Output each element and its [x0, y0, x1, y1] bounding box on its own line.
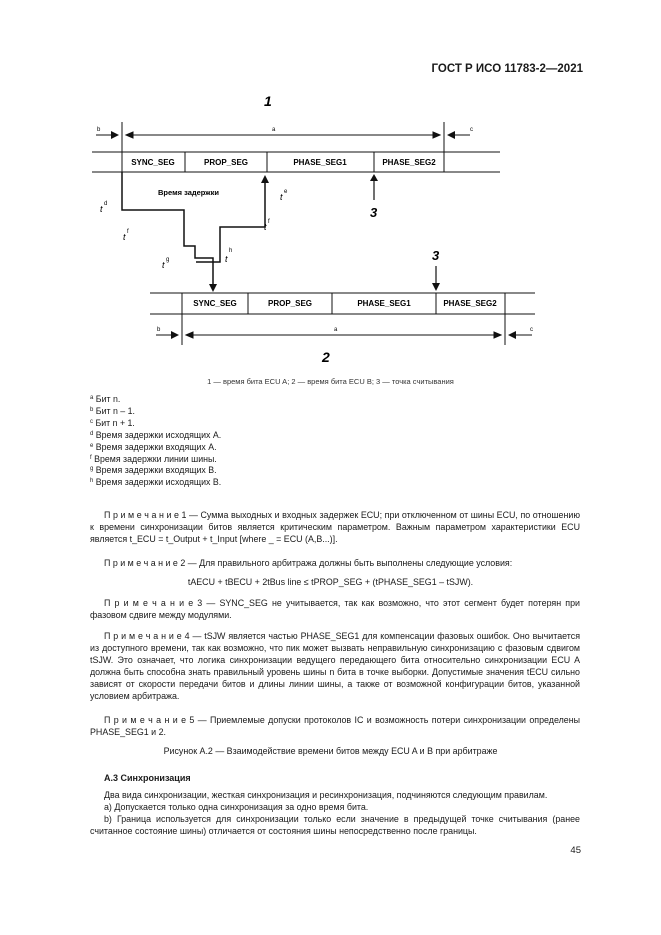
mark-b-top: b [97, 127, 101, 133]
t-g: t [162, 260, 165, 270]
mark-f2: f [268, 219, 270, 225]
note-4: П р и м е ч а н и е 4 — tSJW является частью PHASE_SEG1 для компенсации фазовых ошибок. Оно вычитается из доступного времени, так как возможно, что пик может вызвать неправильную синхронизацию с фазовым сдвигом tSJW. Это означает, что логика синхронизации ведущего передающего бита относительно синхронизации ECU A должна быть способна знать правильный уровень шины n бита в точке выборки. Допустимые значения tECU сильно зависят от скорости передачи битов и длины линии шины, а также от возможной конфигурации битов, указанной условием арбитража. [90, 631, 580, 701]
mark-c-bottom: c [530, 327, 533, 333]
mark-b-bottom: b [157, 327, 161, 333]
top-seg-sync: SYNC_SEG [131, 158, 175, 167]
mark-a-bottom: a [334, 327, 338, 333]
label-1: 1 [264, 93, 272, 109]
standard-header: ГОСТ Р ИСО 11783-2—2021 [431, 63, 583, 75]
mark-e: e [284, 189, 288, 195]
figure-caption: Рисунок А.2 — Взаимодействие времени битов между ECU A и B при арбитраже [163, 746, 498, 756]
mark-g: g [166, 257, 170, 263]
top-seg-prop: PROP_SEG [203, 158, 249, 167]
note-2: П р и м е ч а н и е 2 — Для правильного арбитража должны быть выполнены следующие условия: [104, 558, 513, 568]
footnote: $^f$ Время задержки линии шины. [90, 453, 217, 464]
label-3-bottom: 3 [432, 248, 440, 263]
mark-a-top: a [272, 127, 276, 133]
section-paragraph: Два вида синхронизации, жесткая синхронизация и ресинхронизация, подчиняются следующим правилам. [104, 790, 548, 800]
footnotes-list [90, 394, 221, 489]
arrow-down-sync [209, 284, 217, 292]
arrow-up-sample [370, 174, 378, 181]
rule-a: a) Допускается только одна синхронизация за одно время бита. [104, 802, 369, 812]
arbitration-formula: tAECU + tBECU + 2tBus line ≤ tPROP_SEG + (tPHASE_SEG1 – tSJW). [187, 577, 474, 587]
top-dimension [96, 122, 470, 152]
t-f2: t [264, 222, 267, 232]
bottom-seg-phase2: PHASE_SEG2 [443, 299, 497, 308]
note-1: П р и м е ч а н и е 1 — Сумма выходных и входных задержек ECU; при отключенном от шины ECU, по отношению к времени синхронизации битов является критическим параметром. Важным параметром характеристики ECU является t_ECU = t_Output + t_Input [where _ = ECU (A,B...)]. [90, 510, 581, 544]
bit-timing-diagram [0, 0, 661, 375]
delay-text: Время задержки [158, 188, 219, 197]
mark-d: d [104, 201, 108, 207]
footnote: $^e$ Время задержки входящих A. [90, 441, 217, 452]
arrow-down-sample [432, 283, 440, 291]
t-h: t [225, 254, 228, 264]
mark-h: h [229, 248, 233, 254]
footnote: $^h$ Время задержки исходящих B. [90, 477, 222, 488]
footnote: $^a$ Бит n. [90, 394, 121, 404]
note-3: П р и м е ч а н и е 3 — SYNC_SEG не учитывается, так как возможно, что этот сегмент будет потерян при фазовом сдвиге между модулями. [90, 598, 580, 620]
t-e: t [280, 192, 283, 202]
label-3-top: 3 [370, 205, 378, 220]
footnote: $^c$ Бит n + 1. [90, 417, 135, 428]
top-seg-phase1: PHASE_SEG1 [293, 158, 347, 167]
footnote: $^g$ Время задержки входящих B. [90, 465, 217, 476]
bottom-seg-phase1: PHASE_SEG1 [357, 299, 411, 308]
rule-b: b) Граница используется для синхронизации только если значение в предыдущей точке считывания (ранее считанное состояние шины) отличается от состояния шины непосредственно после границы. [90, 814, 580, 836]
section-title: А.3 Синхронизация [104, 773, 191, 783]
label-2: 2 [322, 349, 330, 365]
t-f1: t [123, 232, 126, 242]
note-5: П р и м е ч а н и е 5 — Приемлемые допуски протоколов IC и возможность потери синхронизации определены PHASE_SEG1 и 2. [90, 715, 580, 737]
footnote: $^d$ Время задержки исходящих A. [90, 429, 222, 440]
t-d: t [100, 204, 103, 214]
diagram-caption: 1 — время бита ECU A; 2 — время бита ECU B; 3 — точка считывания [207, 377, 454, 386]
mark-f1: f [127, 229, 129, 235]
bottom-dimension [156, 332, 532, 338]
bottom-seg-prop: PROP_SEG [267, 299, 313, 308]
top-seg-phase2: PHASE_SEG2 [382, 158, 436, 167]
page-number: 45 [570, 845, 581, 856]
arrow-up-prop [261, 175, 269, 183]
bottom-seg-sync: SYNC_SEG [193, 299, 237, 308]
footnote: $^b$ Бит n – 1. [90, 405, 135, 416]
mark-c-top: c [470, 127, 473, 133]
